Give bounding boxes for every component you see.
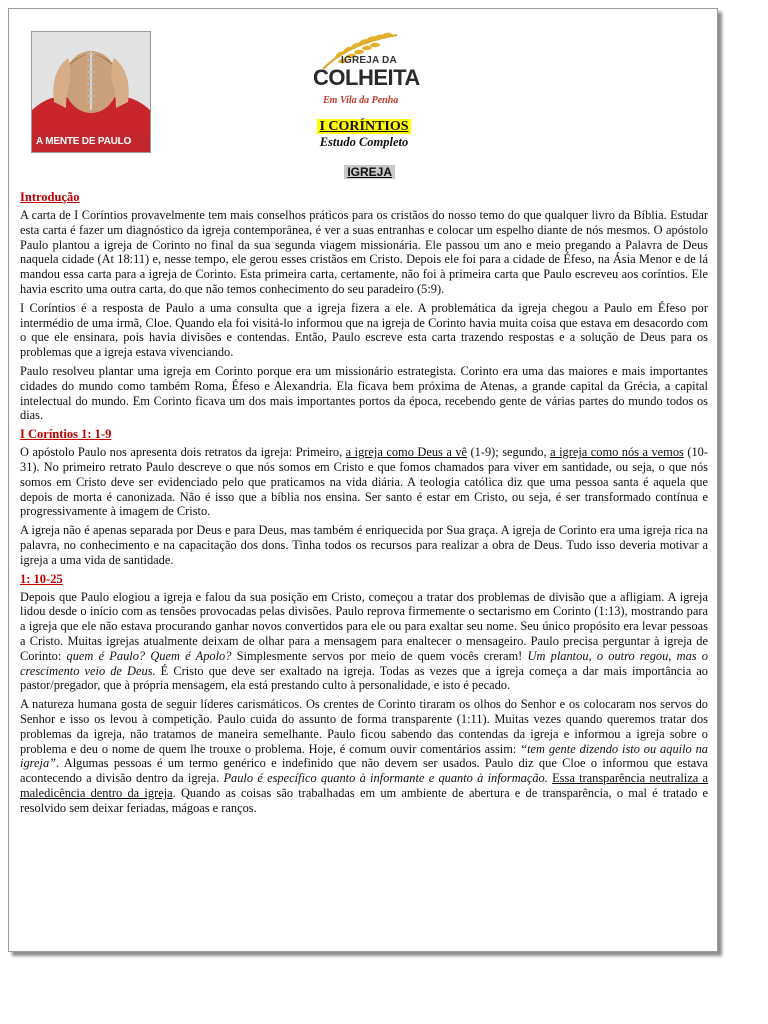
text-run: . Quando as coisas são trabalhadas em um ambiente de abertura e de transparência, o mal é tratado e resolvido sem deixar feriadas, mágoas e ranços. bbox=[20, 785, 709, 815]
paragraph: I Coríntios é a resposta de Paulo a uma consulta que a igreja fizera a ele. A problemática da igreja chegou a Paulo em Éfeso por intermédio de uma irmã, Cloe. Quando ela foi visitá-lo informou que na igreja de Corinto havia muita coisa que estava em desacordo com o que ele ensinara, pois havia divisões e contendas. Então, Paulo escreve esta carta trazendo respostas e a solução de Deus para os problemas que a igreja estava vivenciando. bbox=[20, 300, 708, 360]
text-run: . Algumas pessoas é um termo genérico e indefinido que não devem ser usados. Paulo diz que Cloe o informou que estava acontecendo a divisão dentro da igreja. bbox=[20, 756, 708, 786]
underlined-text: Essa transparência neutraliza a maledicência dentro da igreja bbox=[20, 771, 709, 800]
paragraph: Paulo resolveu plantar uma igreja em Corinto porque era um missionário estrategista. Corinto era uma das maiores e mais importantes cidades do mundo como também Roma, Éfeso e Alexandria. Ela ficava bem próxima de Atenas, a grande capital da Grécia, a capital intelectual do mundo. Em Corinto ficava um dos mais importantes portos da época, recebendo gente de várias partes do mundo todos os dias. bbox=[20, 363, 708, 423]
logo-subtitle: Em Vila da Penha bbox=[323, 95, 399, 106]
section-label bbox=[9, 165, 715, 179]
text-run: A natureza humana gosta de seguir líderes carismáticos. Os crentes de Corinto tiraram os olhos do Senhor e os colocaram nos servos do Senhor e isso os levou à competição. Paulo cuida do assunto de forma transparente (1:11). Muitas vezes quando queremos tratar dos problemas da igreja, não tratamos de maneira semelhante. Paulo ficou sabendo das contendas da igreja e informou a igreja sobre o problema e deu o nome de quem lhe trouxe o problema. Hoje, é comum ouvir comentários assim: bbox=[20, 697, 708, 756]
underlined-text: a igreja como Deus a vê bbox=[345, 445, 468, 460]
italic-text: “tem gente dizendo isto ou aquilo na igreja” bbox=[20, 741, 708, 771]
italic-text: Um plantou, o outro regou, mas o crescimento veio de Deus. bbox=[20, 648, 709, 678]
text-run: Simplesmente servos por meio de quem vocês creram! bbox=[231, 648, 528, 663]
text-run: Depois que Paulo elogiou a igreja e falou da sua posição em Cristo, começou a tratar dos problemas de divisão que a afligiam. A igreja lidou desde o início com as tensões provocadas pelas divisões. Paulo reprova firmemente o sectarismo em Corinto (1:13), mostrando para a igreja que ele não estava procurando ganhar novos convertidos para ele ou para exaltar seu nome. Seu único propósito era levar pessoas a Cristo. Muitas igrejas atualmente deixam de olhar para a mensagem para enaltecer o mensageiro. Paulo precisa perguntar à igreja de Corinto: bbox=[20, 589, 708, 663]
document-title-text: I CORÍNTIOS bbox=[319, 119, 409, 134]
heading-introducao: Introdução bbox=[20, 190, 80, 204]
paragraph bbox=[20, 590, 708, 694]
text-run: O apóstolo Paulo nos apresenta dois retratos da igreja: Primeiro, bbox=[20, 445, 346, 460]
paragraph bbox=[20, 697, 708, 815]
underlined-text: a igreja como nós a vemos bbox=[550, 445, 684, 460]
italic-text: quem é Paulo? Quem é Apolo? bbox=[66, 648, 232, 663]
document-page bbox=[8, 8, 718, 952]
text-run: (10-31). No primeiro retrato Paulo descreve o que nós somos em Cristo e que fomos chamados para viver em santidade, ou seja, o que nós somos em Cristo deve ser evidenciado pelo que praticamos na vida diária. A teologia católica diz que uma pessoa santa é aquela que depois de morta é canonizada. Não é isso que a bíblia nos ensina. Ser santo é estar em Cristo, ou seja, é ser transformado contínua e progressivamente à imagem de Cristo. bbox=[20, 445, 708, 519]
logo-main-text: COLHEITA bbox=[313, 65, 420, 90]
paragraph: A carta de I Coríntios provavelmente tem mais conselhos práticos para os cristãos do nosso temo do que qualquer livro da Bíblia. Estudar esta carta é fazer um diagnóstico da igreja contemporânea, é ver a suas entranhas e colocar um espelho diante de nós mesmos. O apóstolo Paulo plantou a igreja de Corinto no final da sua segunda viagem missionária. Ele passou um ano e meio pregando a Palavra de Deus naquela cidade (At 18:11) e, nesse tempo, ele gerou esses cristãos em Cristo. Depois ele foi para a cidade de Éfeso, na Ásia Menor e de lá mandou essa carta para a igreja de Corinto. Esta primeira carta, certamente, não foi à primeira carta que Paulo escreveu aos coríntios. Ele havia escrito uma outra carta, do que não temos conhecimento do seu paradeiro (5:9). bbox=[20, 208, 708, 296]
document-title bbox=[9, 119, 719, 135]
text-run: É Cristo que deve ser exaltado na igreja. Todas as vezes que a igreja começa a dar mais importância ao pastor/pregador, que à própria mensagem, ela está prestando culto à personalidade, e isto é pecado. bbox=[20, 663, 709, 693]
document-body bbox=[20, 186, 708, 819]
paragraph bbox=[20, 445, 708, 519]
promo-caption: A MENTE DE PAULO bbox=[32, 132, 150, 152]
logo-top-text: IGREJA DA bbox=[341, 55, 397, 66]
church-logo bbox=[309, 25, 419, 115]
paragraph: A igreja não é apenas separada por Deus e para Deus, mas também é enriquecida por Sua graça. A igreja de Corinto era uma igreja rica na palavra, no conhecimento e na capacitação dos dons. Tinha todos os recursos para realizar a obra de Deus. Tudo isso deveria motivar a igreja a uma vida de santidade. bbox=[20, 523, 708, 567]
document-subtitle: Estudo Completo bbox=[319, 135, 409, 149]
section-label-text: IGREJA bbox=[344, 165, 395, 179]
heading-1-10-25: 1: 10-25 bbox=[20, 571, 63, 586]
italic-text: Paulo é específico quanto à informante e quanto à informação. bbox=[223, 771, 548, 786]
heading-1-corintios-1-1-9: I Coríntios 1: 1-9 bbox=[20, 427, 112, 442]
text-run: (1-9); segundo, bbox=[467, 445, 551, 460]
